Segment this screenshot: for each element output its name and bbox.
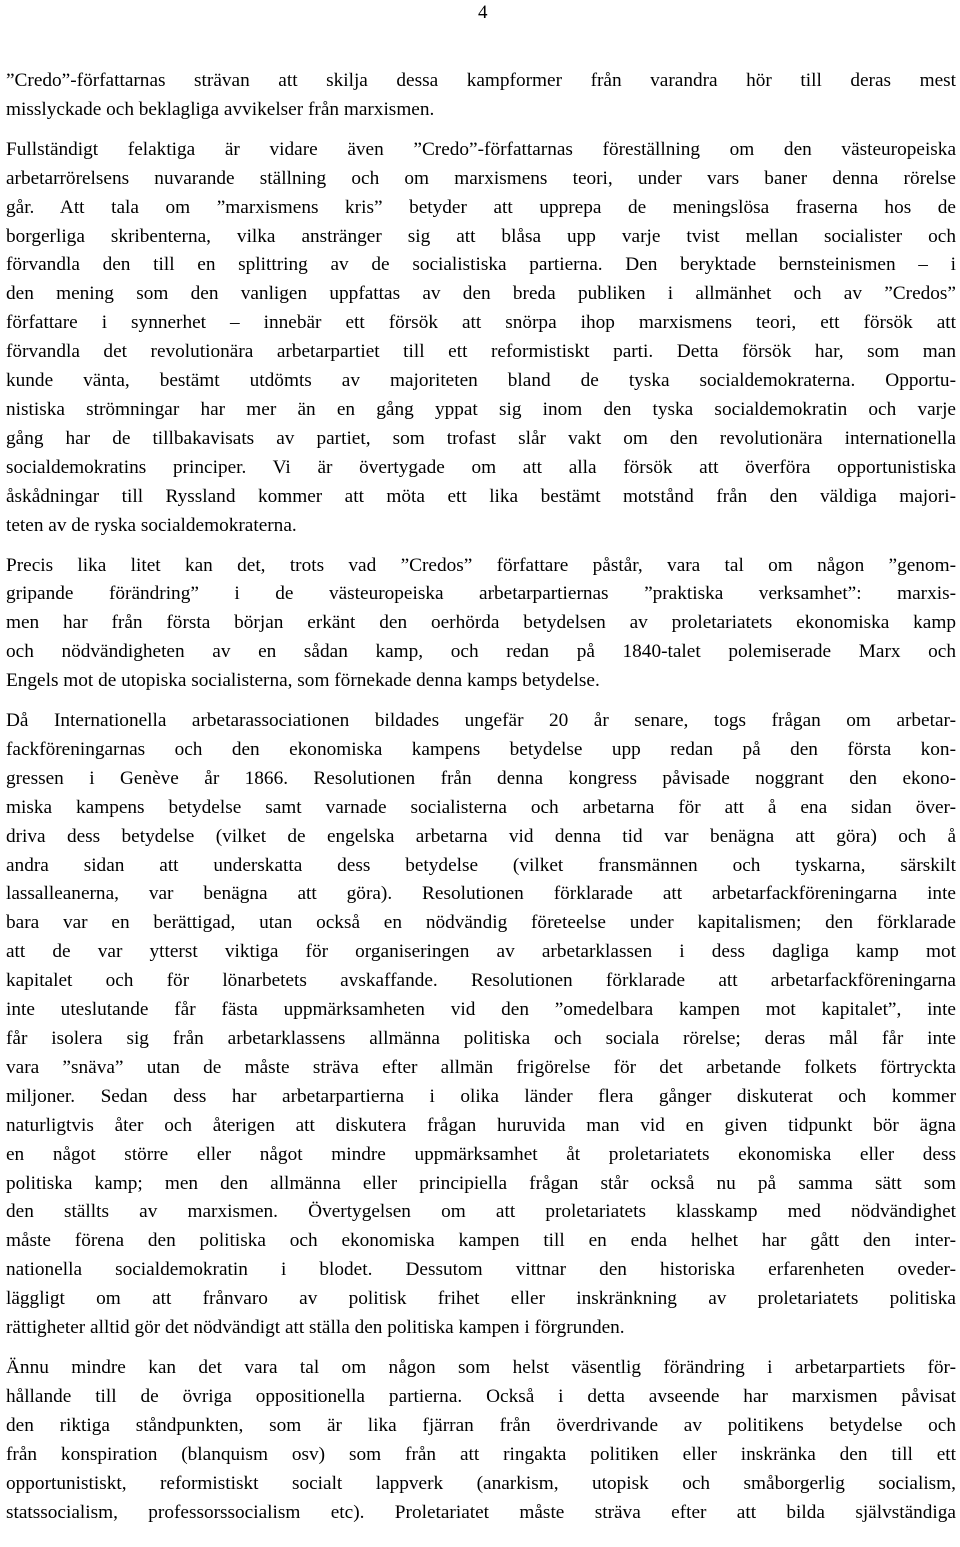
document-body	[6, 67, 956, 1538]
text-line: den riktiga ståndpunkten, som är lika fjärran från överdrivande av politikens betydelse och	[6, 1414, 956, 1436]
text-line: Fullständigt felaktiga är vidare även ”Credo”-författarnas föreställning om den västeuropeiska	[6, 138, 956, 160]
text-line: gripande förändring” i de västeuropeiska arbetarpartiernas ”praktiska verksamhet”: marxis-	[6, 583, 956, 605]
text-line: Engels mot de utopiska socialisterna, som förnekade denna kamps betydelse.	[6, 670, 600, 692]
text-line: naturligtvis åter och återigen att diskutera frågan huruvida man vid en given tidpunkt bör ägna	[6, 1114, 956, 1136]
text-line: Ännu mindre kan det vara tal om någon som helst väsentlig förändring i arbetarpartiets för-	[6, 1356, 956, 1378]
text-line: åskådningar till Ryssland kommer att möta ett lika bestämt motstånd från den väldiga majori-	[6, 485, 956, 507]
text-line: kapitalet och för lönarbetets avskaffande. Resolutionen förklarade att arbetarfackföreningarna	[6, 970, 956, 992]
text-line: arbetarrörelsens nuvarande ställning och om marxismens teori, under vars baner denna rörelse	[6, 167, 956, 189]
text-line: men har från första början erkänt den oerhörda betydelsen av proletariatets ekonomiska kamp	[6, 612, 956, 634]
paragraph-3	[6, 552, 956, 697]
text-line: Då Internationella arbetarassociationen bildades ungefär 20 år senare, togs frågan om arbetar-	[6, 710, 956, 732]
text-line: borgerliga skribenterna, vilka anstränger sig att blåsa upp varje tvist mellan socialister och	[6, 225, 956, 247]
text-line: förvandla den till en splittring av de socialistiska partierna. Den beryktade bernsteinismen – i	[6, 254, 956, 276]
text-line: nistiska strömningar har mer än en gång yppat sig inom den tyska socialdemokratin och varje	[6, 398, 956, 420]
text-line: teten av de ryska socialdemokraterna.	[6, 514, 297, 536]
paragraph-1	[6, 67, 956, 125]
text-line: socialdemokratins principer. Vi är övertygade om att alla försök att överföra opportunistiska	[6, 456, 956, 478]
text-line: inte uteslutande får fästa uppmärksamheten vid den ”omedelbara kampen mot kapitalet”, inte	[6, 999, 956, 1021]
text-line: driva dess betydelse (vilket de engelska arbetarna vid denna tid var benägna att göra) och å	[6, 825, 956, 847]
text-line: läggligt om att frånvaro av politisk frihet eller inskränkning av proletariatets politiska	[6, 1288, 956, 1310]
text-line: opportunistiskt, reformistiskt socialt lappverk (anarkism, utopisk och småborgerlig socialism,	[6, 1472, 956, 1494]
text-line: och nödvändigheten av en sådan kamp, och redan på 1840-talet polemiserade Marx och	[6, 641, 956, 663]
text-line: bara var en berättigad, utan också en nödvändig företeelse under kapitalismen; den förklarade	[6, 912, 956, 934]
text-line: från konspiration (blanquism osv) som från att ringakta politiken eller inskränka den till ett	[6, 1443, 956, 1465]
text-line: vara ”snäva” utan de måste sträva efter allmän frigörelse för det arbetande folkets förtryckta	[6, 1056, 956, 1078]
text-line: måste förena den politiska och ekonomiska kampen till en enda helhet har gått den inter-	[6, 1230, 956, 1252]
text-line: får isolera sig från arbetarklassens allmänna politiska och sociala rörelse; deras mål får inte	[6, 1028, 956, 1049]
paragraph-5	[6, 1354, 956, 1527]
text-line: gång har de tillbakavisats av partiet, som trofast slår vakt om den revolutionära internationella	[6, 427, 956, 449]
text-line: miska kampens betydelse samt varnade socialisterna och arbetarna för att å ena sidan över-	[6, 796, 956, 818]
text-line: förvandla det revolutionära arbetarpartiet till ett reformistiskt parti. Detta försök har, som man	[6, 341, 956, 363]
text-line: andra sidan att underskatta dess betydelse (vilket fransmännen och tyskarna, särskilt	[6, 854, 956, 876]
text-line: går. Att tala om ”marxismens kris” betyder att upprepa de meningslösa fraserna hos de	[6, 196, 956, 218]
text-line: statssocialism, professorssocialism etc). Proletariatet måste sträva efter att bilda självständiga	[6, 1501, 956, 1523]
text-line: den ställts av marxismen. Övertygelsen om att proletariatets klasskamp med nödvändighet	[6, 1201, 956, 1223]
text-line: att de var ytterst viktiga för organiseringen av arbetarklassen i dess dagliga kamp mot	[6, 941, 956, 963]
text-line: en något större eller något mindre uppmärksamhet åt proletariatets ekonomiska eller dess	[6, 1143, 956, 1165]
text-line: politiska kamp; men den allmänna eller principiella frågan står också nu på samma sätt som	[6, 1172, 956, 1194]
page-number: 4	[478, 2, 488, 23]
text-line: fackföreningarnas och den ekonomiska kampens betydelse upp redan på den första kon-	[6, 738, 956, 760]
paragraph-4	[6, 707, 956, 1343]
text-line: Precis lika litet kan det, trots vad ”Credos” författare påstår, vara tal om någon ”genom-	[6, 554, 956, 576]
text-line: den mening som den vanligen uppfattas av den breda publiken i allmänhet och av ”Credos”	[6, 283, 956, 305]
text-line: ”Credo”-författarnas strävan att skilja dessa kampformer från varandra hör till deras mest	[6, 70, 956, 91]
text-line: gressen i Genève år 1866. Resolutionen från denna kongress påvisade noggrant den ekono-	[6, 767, 956, 789]
text-line: författare i synnerhet – innebär ett försök att snörpa ihop marxismens teori, ett försök att	[6, 312, 956, 334]
text-line: miljoner. Sedan dess har arbetarpartierna i olika länder flera gånger diskuterat och kommer	[6, 1085, 956, 1107]
text-line: nationella socialdemokratin i blodet. Dessutom vittnar den historiska erfarenheten oveder-	[6, 1259, 956, 1281]
paragraph-2	[6, 136, 956, 541]
text-line: rättigheter alltid gör det nödvändigt att ställa den politiska kampen i förgrunden.	[6, 1317, 625, 1339]
text-line: misslyckade och beklagliga avvikelser från marxismen.	[6, 98, 435, 120]
text-line: lassalleanerna, var benägna att göra). Resolutionen förklarade att arbetarfackföreningarna inte	[6, 883, 956, 905]
text-line: hållande till de övriga oppositionella partierna. Också i detta avseende har marxismen påvisat	[6, 1385, 956, 1407]
text-line: kunde vänta, bestämt utdömts av majoriteten bland de tyska socialdemokraterna. Opportu-	[6, 370, 956, 392]
